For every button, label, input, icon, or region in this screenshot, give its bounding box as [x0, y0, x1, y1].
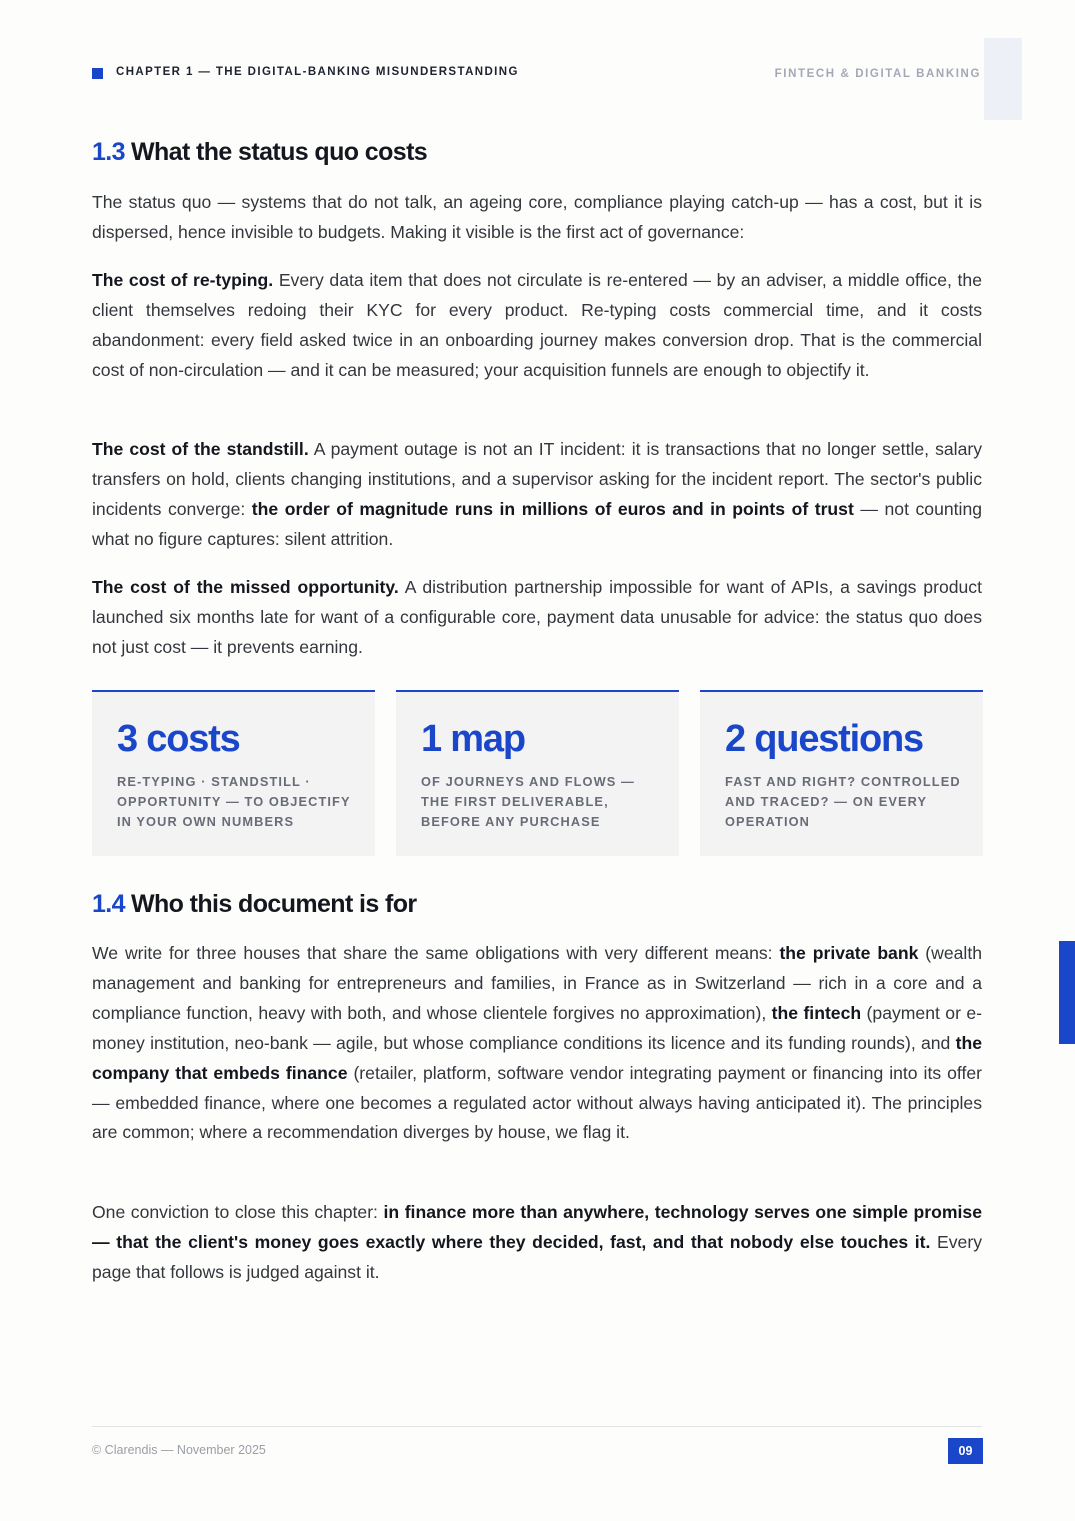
- intro-paragraph: [92, 188, 982, 248]
- audience-text-1: We write for three houses that share the same obligations with very different means:: [92, 943, 773, 963]
- stat-card-costs: [92, 690, 375, 856]
- standstill-body-1: A payment outage is not an IT incident: it is transactions that no longer settle, salary transfers on hold, clients changing institutions, and a supervisor asking for the incident report. The sector's public incidents converge:: [92, 439, 983, 519]
- conviction-text-1: One conviction to close this chapter:: [92, 1202, 378, 1222]
- section-heading-1-3: [92, 138, 427, 167]
- retyping-lead: The cost of re-typing.: [92, 270, 274, 290]
- intro-text: The status quo — systems that do not talk, an ageing core, compliance playing catch-up — has a cost, but it is dispersed, hence invisible to budgets. Making it visible is the first act of governance:: [92, 192, 982, 242]
- section-title: Who this document is for: [130, 890, 417, 918]
- audience-private-bank: the private bank: [779, 943, 919, 963]
- missed-body: A distribution partnership impossible for want of APIs, a savings product launched six months late for want of a configurable core, payment data unusable for advice: the status quo does not just cost — it prevents earning.: [92, 577, 982, 657]
- stat-value: 2 questions: [725, 718, 923, 760]
- missed-lead: The cost of the missed opportunity.: [92, 577, 399, 597]
- publication-label: FINTECH & DIGITAL BANKING: [774, 68, 981, 80]
- audience-text-2: (wealth management and banking for entrepreneurs and families, in France as in Switzerland — rich in a core and a compliance function, heavy with both, and whose clientele forgives no approximation),: [92, 943, 982, 1023]
- missed-opportunity-paragraph: [92, 573, 982, 663]
- audience-embedded-finance: the company that embeds finance: [92, 1032, 982, 1083]
- conviction-paragraph: [92, 1198, 982, 1288]
- standstill-lead: The cost of the standstill.: [92, 439, 309, 459]
- chapter-number-decoration: [984, 38, 1022, 120]
- standstill-emphasis: the order of magnitude runs in millions of euros and in points of trust: [251, 498, 854, 519]
- stat-caption: OF JOURNEYS AND FLOWS — THE FIRST DELIVERABLE, BEFORE ANY PURCHASE: [421, 774, 635, 829]
- standstill-body-2: — not counting what no figure captures: silent attrition.: [92, 498, 983, 549]
- conviction-emphasis: in finance more than anywhere, technology serves one simple promise — that the client's money goes exactly where they decided, fast, and that nobody else touches it.: [92, 1202, 982, 1252]
- audience-fintech: the fintech: [771, 1002, 862, 1023]
- section-heading-1-4: [92, 890, 417, 919]
- conviction-text-2: Every page that follows is judged against it.: [92, 1231, 982, 1282]
- stat-card-questions: [700, 690, 983, 856]
- audience-paragraph: [92, 939, 982, 1148]
- audience-text-3: (payment or e-money institution, neo-bank — agile, but whose compliance conditions its licence and its funding rounds), and: [92, 1002, 983, 1053]
- page-number: 09: [948, 1438, 983, 1464]
- chapter-marker: [92, 68, 103, 79]
- section-number: 1.4: [92, 890, 125, 918]
- chapter-label: CHAPTER 1 — THE DIGITAL-BANKING MISUNDERSTANDING: [116, 66, 519, 78]
- stat-value: 3 costs: [117, 718, 240, 760]
- audience-text-4: (retailer, platform, software vendor integrating payment or financing into its offer — embedded finance, where one becomes a regulated actor without always having anticipated it). The principles are common; where a recommendation diverges by house, we flag it.: [92, 1062, 982, 1143]
- retyping-paragraph: [92, 266, 982, 386]
- standstill-paragraph: [92, 435, 982, 555]
- chapter-side-tab: [1059, 941, 1075, 1044]
- footer-divider: [92, 1426, 982, 1427]
- stat-caption: RE-TYPING · STANDSTILL · OPPORTUNITY — TO OBJECTIFY IN YOUR OWN NUMBERS: [117, 774, 351, 829]
- footer-copyright: © Clarendis — November 2025: [92, 1443, 266, 1457]
- section-title: What the status quo costs: [130, 138, 428, 166]
- stat-value: 1 map: [421, 718, 525, 760]
- section-number: 1.3: [92, 138, 125, 166]
- retyping-body: Every data item that does not circulate is re-entered — by an adviser, a middle office, the client themselves redoing their KYC for every product. Re-typing costs commercial time, and it costs abandonment: every field asked twice in an onboarding journey makes conversion drop. That is the commercial cost of non-circulation — and it can be measured; your acquisition funnels are enough to objectify it.: [92, 270, 982, 380]
- stat-card-map: [396, 690, 679, 856]
- stat-caption: FAST AND RIGHT? CONTROLLED AND TRACED? — ON EVERY OPERATION: [725, 774, 961, 829]
